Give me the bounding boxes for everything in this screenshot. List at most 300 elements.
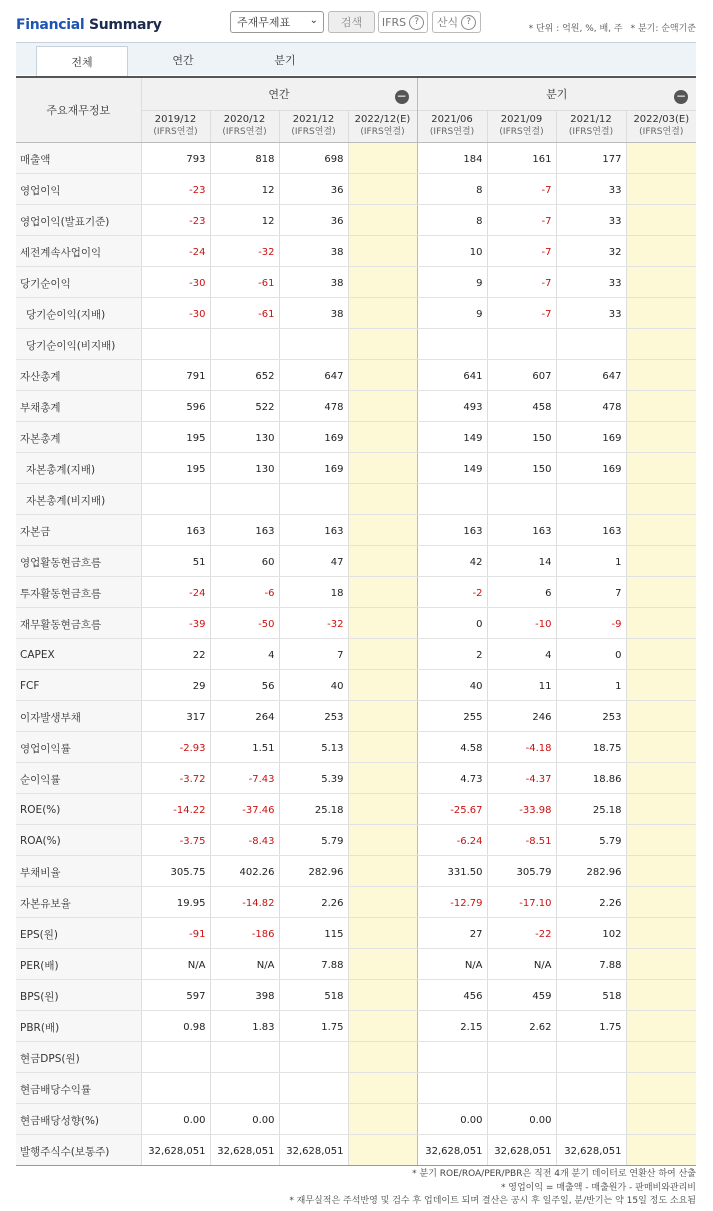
value-cell: 1.83 <box>210 1010 279 1041</box>
column-header: 2021/12 (IFRS연결) <box>279 110 348 142</box>
row-label[interactable]: 자산총계 <box>16 359 141 390</box>
value-cell: 177 <box>556 142 626 173</box>
value-cell <box>556 1072 626 1103</box>
value-cell <box>626 607 696 638</box>
value-cell: 163 <box>556 514 626 545</box>
period-tabs <box>16 42 696 75</box>
value-cell: 56 <box>210 669 279 700</box>
value-cell: -14.82 <box>210 886 279 917</box>
table-row <box>16 607 696 638</box>
value-cell: N/A <box>141 948 210 979</box>
value-cell: 522 <box>210 390 279 421</box>
value-cell <box>210 328 279 359</box>
value-cell: -4.37 <box>487 762 556 793</box>
row-label[interactable]: 투자활동현금흐름 <box>16 576 141 607</box>
value-cell: 1 <box>556 669 626 700</box>
value-cell: 32,628,051 <box>487 1134 556 1165</box>
table-row <box>16 173 696 204</box>
value-cell: -17.10 <box>487 886 556 917</box>
row-label[interactable]: ROE(%) <box>16 793 141 824</box>
value-cell: 1.51 <box>210 731 279 762</box>
value-cell: 38 <box>279 297 348 328</box>
value-cell: -61 <box>210 266 279 297</box>
value-cell <box>487 1041 556 1072</box>
row-label[interactable]: 세전계속사업이익 <box>16 235 141 266</box>
value-cell <box>626 483 696 514</box>
value-cell <box>279 328 348 359</box>
value-cell: -9 <box>556 607 626 638</box>
value-cell <box>348 297 417 328</box>
row-label[interactable]: 부채비율 <box>16 855 141 886</box>
value-cell: 163 <box>279 514 348 545</box>
value-cell: 1 <box>556 545 626 576</box>
row-label[interactable]: EPS(원) <box>16 917 141 948</box>
value-cell <box>556 1041 626 1072</box>
value-cell: 4 <box>487 638 556 669</box>
value-cell: -7 <box>487 266 556 297</box>
row-label[interactable]: 자본총계(비지배) <box>16 483 141 514</box>
value-cell: -61 <box>210 297 279 328</box>
value-cell <box>556 328 626 359</box>
value-cell: 4.58 <box>417 731 487 762</box>
value-cell <box>210 1041 279 1072</box>
row-label[interactable]: 당기순이익(지배) <box>16 297 141 328</box>
value-cell <box>626 545 696 576</box>
row-label[interactable]: 당기순이익(비지배) <box>16 328 141 359</box>
value-cell: 456 <box>417 979 487 1010</box>
row-label[interactable]: PBR(배) <box>16 1010 141 1041</box>
value-cell: 12 <box>210 204 279 235</box>
value-cell: 169 <box>556 452 626 483</box>
value-cell: 458 <box>487 390 556 421</box>
value-cell: 169 <box>556 421 626 452</box>
value-cell: N/A <box>417 948 487 979</box>
row-label[interactable]: 이자발생부채 <box>16 700 141 731</box>
column-header: 2022/03(E) (IFRS연결) <box>626 110 696 142</box>
value-cell <box>626 421 696 452</box>
value-cell: 317 <box>141 700 210 731</box>
value-cell <box>348 793 417 824</box>
value-cell <box>626 204 696 235</box>
value-cell: 5.39 <box>279 762 348 793</box>
value-cell <box>348 421 417 452</box>
quarter-group-header: 분기 − <box>417 77 696 110</box>
value-cell <box>626 1134 696 1165</box>
value-cell: 264 <box>210 700 279 731</box>
row-label[interactable]: 자본총계(지배) <box>16 452 141 483</box>
value-cell: 246 <box>487 700 556 731</box>
financial-summary-table <box>16 76 696 1166</box>
collapse-icon[interactable]: − <box>396 89 407 103</box>
value-cell: 130 <box>210 421 279 452</box>
row-label[interactable]: 순이익률 <box>16 762 141 793</box>
row-label[interactable]: 영업활동현금흐름 <box>16 545 141 576</box>
row-label[interactable]: 자본총계 <box>16 421 141 452</box>
statement-select[interactable]: 주재무제표 ⌄ <box>230 11 324 33</box>
value-cell: 38 <box>279 266 348 297</box>
value-cell: -7 <box>487 235 556 266</box>
value-cell: -37.46 <box>210 793 279 824</box>
value-cell: 253 <box>279 700 348 731</box>
top-bar <box>0 0 713 42</box>
value-cell: -2.93 <box>141 731 210 762</box>
value-cell <box>141 1041 210 1072</box>
value-cell: -6.24 <box>417 824 487 855</box>
value-cell: 0.98 <box>141 1010 210 1041</box>
row-label[interactable]: BPS(원) <box>16 979 141 1010</box>
value-cell: 7 <box>556 576 626 607</box>
value-cell: 818 <box>210 142 279 173</box>
value-cell <box>626 297 696 328</box>
value-cell <box>626 359 696 390</box>
value-cell: 305.75 <box>141 855 210 886</box>
table-row <box>16 824 696 855</box>
tab-all[interactable]: 전체 <box>36 46 128 76</box>
row-label[interactable]: 당기순이익 <box>16 266 141 297</box>
value-cell <box>626 669 696 700</box>
value-cell: 38 <box>279 235 348 266</box>
value-cell: -4.18 <box>487 731 556 762</box>
table-row <box>16 762 696 793</box>
value-cell: 169 <box>279 421 348 452</box>
value-cell <box>348 948 417 979</box>
value-cell: 195 <box>141 421 210 452</box>
unit-notes: * 단위 : 억원, %, 배, 주 * 분기: 순액기준 <box>528 24 696 34</box>
value-cell: -186 <box>210 917 279 948</box>
value-cell <box>348 669 417 700</box>
value-cell <box>348 979 417 1010</box>
table-row <box>16 1134 696 1165</box>
value-cell <box>348 855 417 886</box>
value-cell: 4.73 <box>417 762 487 793</box>
value-cell <box>487 1072 556 1103</box>
value-cell: 2.15 <box>417 1010 487 1041</box>
value-cell <box>279 483 348 514</box>
value-cell <box>626 328 696 359</box>
value-cell: 478 <box>556 390 626 421</box>
value-cell <box>626 173 696 204</box>
value-cell: 398 <box>210 979 279 1010</box>
value-cell: 33 <box>556 266 626 297</box>
value-cell: -8.51 <box>487 824 556 855</box>
value-cell: 32,628,051 <box>417 1134 487 1165</box>
value-cell: 130 <box>210 452 279 483</box>
value-cell: 29 <box>141 669 210 700</box>
value-cell <box>348 514 417 545</box>
row-label[interactable]: 현금배당성향(%) <box>16 1103 141 1134</box>
value-cell: 8 <box>417 173 487 204</box>
value-cell: 6 <box>487 576 556 607</box>
value-cell: 47 <box>279 545 348 576</box>
value-cell: 253 <box>556 700 626 731</box>
value-cell: 169 <box>279 452 348 483</box>
value-cell: 19.95 <box>141 886 210 917</box>
value-cell: 0 <box>417 607 487 638</box>
ifrs-help-button[interactable]: IFRS ? <box>378 11 428 33</box>
search-button[interactable]: 검색 <box>328 11 375 33</box>
value-cell: 2 <box>417 638 487 669</box>
value-cell <box>348 1134 417 1165</box>
value-cell: 150 <box>487 421 556 452</box>
value-cell: 33 <box>556 204 626 235</box>
table-row <box>16 793 696 824</box>
value-cell: 51 <box>141 545 210 576</box>
table-row <box>16 359 696 390</box>
column-header: 2021/12 (IFRS연결) <box>556 110 626 142</box>
value-cell: 18.86 <box>556 762 626 793</box>
value-cell: -7 <box>487 204 556 235</box>
table-row <box>16 235 696 266</box>
value-cell: 32,628,051 <box>141 1134 210 1165</box>
value-cell: -32 <box>279 607 348 638</box>
value-cell: 42 <box>417 545 487 576</box>
row-label[interactable]: 영업이익 <box>16 173 141 204</box>
table-row <box>16 948 696 979</box>
row-label[interactable]: ROA(%) <box>16 824 141 855</box>
collapse-icon[interactable]: − <box>676 89 687 103</box>
value-cell <box>626 886 696 917</box>
value-cell <box>348 1010 417 1041</box>
value-cell: 493 <box>417 390 487 421</box>
value-cell <box>487 328 556 359</box>
value-cell <box>141 483 210 514</box>
value-cell: 793 <box>141 142 210 173</box>
value-cell: -12.79 <box>417 886 487 917</box>
value-cell: -30 <box>141 297 210 328</box>
row-label[interactable]: 현금배당수익률 <box>16 1072 141 1103</box>
value-cell <box>626 266 696 297</box>
value-cell: -7.43 <box>210 762 279 793</box>
value-cell <box>348 1072 417 1103</box>
value-cell <box>417 1072 487 1103</box>
value-cell <box>348 328 417 359</box>
value-cell: 32 <box>556 235 626 266</box>
value-cell: 18 <box>279 576 348 607</box>
value-cell <box>626 793 696 824</box>
value-cell: -32 <box>210 235 279 266</box>
table-row <box>16 886 696 917</box>
value-cell: 459 <box>487 979 556 1010</box>
row-label[interactable]: 부채총계 <box>16 390 141 421</box>
column-header: 2021/09 (IFRS연결) <box>487 110 556 142</box>
value-cell: 596 <box>141 390 210 421</box>
value-cell <box>626 948 696 979</box>
row-label[interactable]: 영업이익률 <box>16 731 141 762</box>
row-label[interactable]: 매출액 <box>16 142 141 173</box>
value-cell <box>626 762 696 793</box>
chevron-down-icon: ⌄ <box>309 15 318 26</box>
value-cell: -10 <box>487 607 556 638</box>
value-cell: 163 <box>210 514 279 545</box>
question-icon: ? <box>409 15 424 30</box>
value-cell: 8 <box>417 204 487 235</box>
value-cell <box>417 1041 487 1072</box>
value-cell <box>348 1103 417 1134</box>
value-cell: 518 <box>279 979 348 1010</box>
table-row <box>16 545 696 576</box>
value-cell: 7.88 <box>556 948 626 979</box>
row-label[interactable]: 발행주식수(보통주) <box>16 1134 141 1165</box>
value-cell <box>348 235 417 266</box>
value-cell: -7 <box>487 297 556 328</box>
value-cell: 115 <box>279 917 348 948</box>
formula-help-button[interactable]: 산식 ? <box>432 11 481 33</box>
footnote: * 영업이익 = 매출액 - 매출원가 - 판매비와관리비 <box>500 1182 696 1193</box>
row-label[interactable]: 자본금 <box>16 514 141 545</box>
value-cell: N/A <box>210 948 279 979</box>
value-cell <box>348 452 417 483</box>
value-cell: 7.88 <box>279 948 348 979</box>
table-row <box>16 700 696 731</box>
value-cell: 791 <box>141 359 210 390</box>
row-label[interactable]: 재무활동현금흐름 <box>16 607 141 638</box>
value-cell: 40 <box>279 669 348 700</box>
value-cell: 2.26 <box>556 886 626 917</box>
value-cell: 5.79 <box>556 824 626 855</box>
value-cell <box>348 1041 417 1072</box>
value-cell: 305.79 <box>487 855 556 886</box>
table-row <box>16 514 696 545</box>
value-cell: 647 <box>556 359 626 390</box>
value-cell <box>626 452 696 483</box>
value-cell <box>348 700 417 731</box>
value-cell <box>626 917 696 948</box>
value-cell: -25.67 <box>417 793 487 824</box>
value-cell <box>626 979 696 1010</box>
value-cell <box>348 917 417 948</box>
value-cell: 518 <box>556 979 626 1010</box>
value-cell <box>417 483 487 514</box>
value-cell <box>487 483 556 514</box>
table-row <box>16 731 696 762</box>
value-cell: 7 <box>279 638 348 669</box>
value-cell <box>626 700 696 731</box>
value-cell <box>626 142 696 173</box>
value-cell: 9 <box>417 297 487 328</box>
value-cell: -22 <box>487 917 556 948</box>
value-cell: 18.75 <box>556 731 626 762</box>
value-cell <box>279 1072 348 1103</box>
value-cell: -6 <box>210 576 279 607</box>
value-cell: 255 <box>417 700 487 731</box>
table-row <box>16 576 696 607</box>
value-cell: 14 <box>487 545 556 576</box>
table-row <box>16 390 696 421</box>
value-cell: 161 <box>487 142 556 173</box>
value-cell <box>210 483 279 514</box>
value-cell: 102 <box>556 917 626 948</box>
table-row <box>16 297 696 328</box>
value-cell: -23 <box>141 173 210 204</box>
row-label[interactable]: 현금DPS(원) <box>16 1041 141 1072</box>
row-label[interactable]: 영업이익(발표기준) <box>16 204 141 235</box>
value-cell <box>626 824 696 855</box>
value-cell <box>556 483 626 514</box>
table-row <box>16 979 696 1010</box>
table-row <box>16 1010 696 1041</box>
value-cell: -30 <box>141 266 210 297</box>
value-cell: 402.26 <box>210 855 279 886</box>
value-cell <box>348 359 417 390</box>
value-cell: 652 <box>210 359 279 390</box>
value-cell: -8.43 <box>210 824 279 855</box>
value-cell: -39 <box>141 607 210 638</box>
value-cell: 5.79 <box>279 824 348 855</box>
value-cell: 641 <box>417 359 487 390</box>
value-cell: 149 <box>417 421 487 452</box>
value-cell: -91 <box>141 917 210 948</box>
value-cell: 27 <box>417 917 487 948</box>
value-cell <box>626 390 696 421</box>
value-cell <box>626 731 696 762</box>
value-cell: 10 <box>417 235 487 266</box>
value-cell: 32,628,051 <box>210 1134 279 1165</box>
value-cell <box>210 1072 279 1103</box>
table-row <box>16 421 696 452</box>
value-cell: 0.00 <box>417 1103 487 1134</box>
value-cell <box>626 1041 696 1072</box>
value-cell: 0.00 <box>141 1103 210 1134</box>
value-cell: 9 <box>417 266 487 297</box>
row-label[interactable]: 자본유보율 <box>16 886 141 917</box>
tab-quarter[interactable]: 분기 <box>274 54 296 67</box>
footnote: * 재무실적은 주석반영 및 검수 후 업데이트 되며 결산은 공시 후 일주일, 분/반기는 약 15일 정도 소요됨 <box>289 1196 696 1206</box>
value-cell <box>348 638 417 669</box>
value-cell <box>141 1072 210 1103</box>
value-cell: 11 <box>487 669 556 700</box>
value-cell: 32,628,051 <box>279 1134 348 1165</box>
value-cell: -24 <box>141 576 210 607</box>
value-cell: 607 <box>487 359 556 390</box>
value-cell: 4 <box>210 638 279 669</box>
table-row <box>16 452 696 483</box>
value-cell <box>348 142 417 173</box>
value-cell <box>348 886 417 917</box>
value-cell <box>417 328 487 359</box>
value-cell <box>626 235 696 266</box>
value-cell: 0.00 <box>210 1103 279 1134</box>
value-cell <box>626 514 696 545</box>
value-cell: 195 <box>141 452 210 483</box>
value-cell: -7 <box>487 173 556 204</box>
annual-group-header: 연간 − <box>141 77 417 110</box>
value-cell: 163 <box>417 514 487 545</box>
value-cell: -50 <box>210 607 279 638</box>
page-title: Financial Summary <box>16 17 162 33</box>
row-label[interactable]: FCF <box>16 669 141 700</box>
value-cell: 33 <box>556 173 626 204</box>
value-cell <box>348 266 417 297</box>
value-cell <box>348 390 417 421</box>
row-label[interactable]: CAPEX <box>16 638 141 669</box>
value-cell: -14.22 <box>141 793 210 824</box>
table-row <box>16 1103 696 1134</box>
value-cell <box>348 731 417 762</box>
value-cell: 597 <box>141 979 210 1010</box>
value-cell: 1.75 <box>556 1010 626 1041</box>
value-cell <box>626 855 696 886</box>
value-cell <box>626 1010 696 1041</box>
value-cell <box>348 173 417 204</box>
value-cell <box>348 483 417 514</box>
row-label[interactable]: PER(배) <box>16 948 141 979</box>
value-cell: 5.13 <box>279 731 348 762</box>
tab-annual[interactable]: 연간 <box>172 54 194 67</box>
table-row <box>16 917 696 948</box>
value-cell: 1.75 <box>279 1010 348 1041</box>
row-header: 주요재무정보 <box>16 77 141 142</box>
table-row <box>16 142 696 173</box>
